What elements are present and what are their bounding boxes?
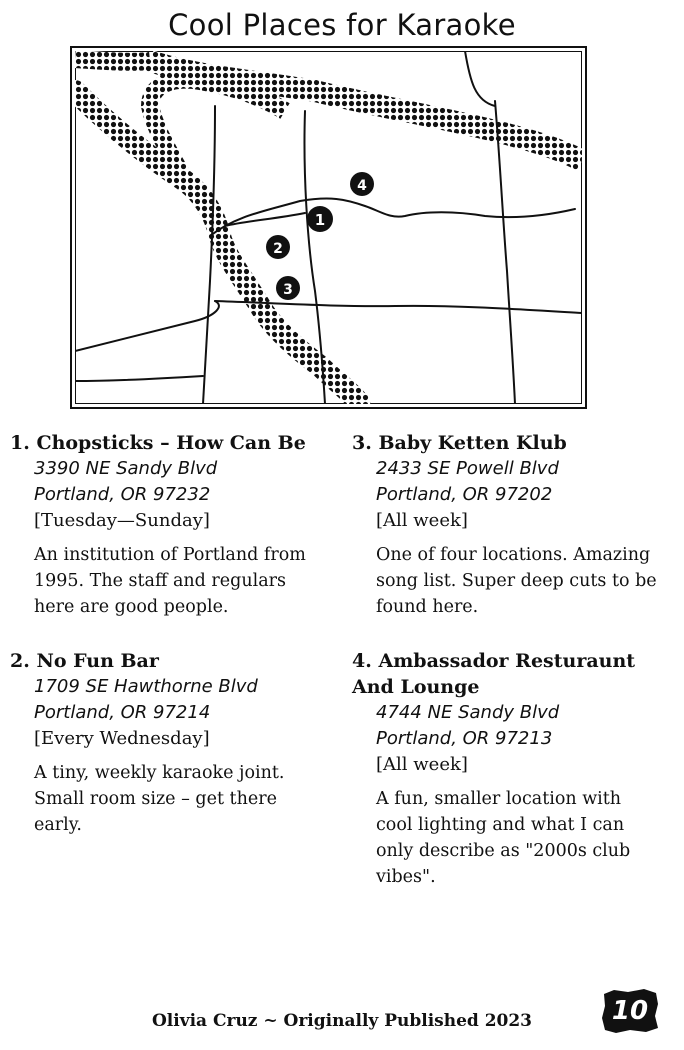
venue-entry-3 <box>352 430 672 620</box>
venue-days: [Tuesday—Sunday] <box>34 510 210 531</box>
page-title: Cool Places for Karaoke <box>168 8 516 42</box>
venue-heading: 1. Chopsticks – How Can Be <box>10 432 306 454</box>
road-vertical-left <box>203 106 215 404</box>
karaoke-map <box>70 46 587 409</box>
venue-address-line2: Portland, OR 97232 <box>34 484 211 505</box>
river-top-left <box>75 59 150 62</box>
map-marker-2-label: 2 <box>273 241 283 257</box>
river <box>75 91 360 404</box>
venue-heading: 3. Baby Ketten Klub <box>352 432 567 454</box>
road-left-lower <box>75 376 203 381</box>
map-marker-4-label: 4 <box>357 178 367 194</box>
venue-days: [All week] <box>376 754 468 775</box>
map-drawing <box>75 51 582 404</box>
venue-address-line2: Portland, OR 97214 <box>34 702 211 723</box>
venue-address-line2: Portland, OR 97202 <box>376 484 553 505</box>
venue-description: One of four locations. Amazing song list. Super deep cuts to be found here. <box>376 545 657 617</box>
map-marker-1-label: 1 <box>314 211 326 229</box>
venue-days: [All week] <box>376 510 468 531</box>
page-number-badge <box>600 988 660 1034</box>
venue-address-line2: Portland, OR 97213 <box>376 728 553 749</box>
map-marker-1 <box>307 206 333 232</box>
road-left-diag <box>75 301 219 351</box>
venue-entry-4 <box>352 648 652 890</box>
venue-description: A fun, smaller location with cool lighting and what I can only describe as "2000s club vibes". <box>376 789 631 887</box>
page-number: 10 <box>611 996 649 1026</box>
map-marker-3 <box>276 276 300 300</box>
venue-address-line1: 2433 SE Powell Blvd <box>376 458 559 479</box>
venue-entry-1 <box>10 430 330 620</box>
road-sandy <box>210 199 575 236</box>
page-footer: Olivia Cruz ~ Originally Published 2023 <box>151 1011 533 1031</box>
venue-heading: 4. Ambassador Resturaunt And Lounge <box>352 650 636 698</box>
venue-days: [Every Wednesday] <box>34 728 210 749</box>
venue-entry-2 <box>10 648 330 838</box>
river-branch-top <box>150 80 285 181</box>
map-marker-2 <box>266 235 290 259</box>
venue-address-line1: 4744 NE Sandy Blvd <box>376 702 560 723</box>
map-marker-4 <box>350 172 374 196</box>
venue-description: A tiny, weekly karaoke joint. Small room size – get there early. <box>34 763 285 835</box>
venue-address-line1: 3390 NE Sandy Blvd <box>34 458 218 479</box>
venue-address-line1: 1709 SE Hawthorne Blvd <box>34 676 258 697</box>
map-marker-3-label: 3 <box>283 282 293 298</box>
venue-description: An institution of Portland from 1995. The staff and regulars here are good people. <box>34 545 306 617</box>
road-diag-top <box>465 51 495 106</box>
venue-heading: 2. No Fun Bar <box>10 650 159 672</box>
